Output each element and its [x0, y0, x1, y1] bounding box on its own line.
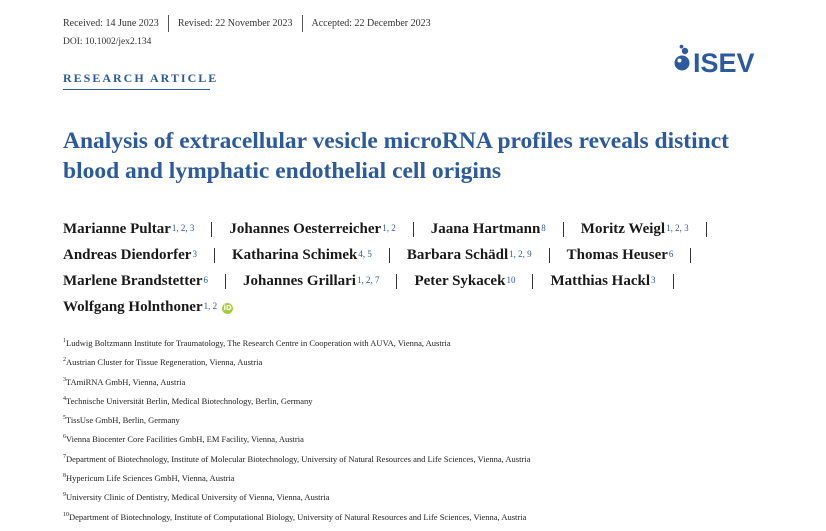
author-separator: [389, 248, 390, 263]
affiliation-marker[interactable]: 6: [203, 274, 209, 285]
affiliation-item: $^8$Hypericum Life Sciences GmbH, Vienna, Austria: [63, 472, 235, 483]
divider: [168, 15, 169, 32]
affiliation-item: $^{10}$Department of Biotechnology, Institute of Computational Biology, University of Natural Resources and Life Sciences, Vienna, Austria: [63, 511, 527, 522]
affiliation-item: $^2$Austrian Cluster for Tissue Regeneration, Vienna, Austria: [63, 357, 263, 368]
affiliation-marker[interactable]: 1, 2: [382, 222, 396, 233]
author-name[interactable]: Jaana Hartmann $^8$: [430, 220, 546, 237]
author-separator: [396, 274, 397, 289]
affiliation-marker[interactable]: 10: [506, 274, 516, 285]
affiliation-marker[interactable]: 8: [541, 222, 546, 233]
author-separator: [532, 274, 533, 289]
author-line: [63, 268, 763, 294]
author-line: [63, 242, 763, 268]
affiliation-item: $^1$Ludwig Boltzmann Institute for Traumatology, The Research Centre in Cooperation with AUVA, Vienna, Austria: [63, 337, 451, 348]
author-separator: [673, 274, 674, 289]
author-separator: [413, 222, 414, 237]
author-name[interactable]: Moritz Weigl $^{1, 2, 3}$: [580, 220, 689, 237]
author-name[interactable]: Andreas Diendorfer $^3$: [63, 246, 197, 263]
author-line: [63, 216, 763, 242]
author-name[interactable]: Marianne Pultar $^{1, 2, 3}$: [63, 220, 195, 237]
author-line: [63, 294, 763, 320]
author-separator: [214, 248, 215, 263]
author-name[interactable]: Peter Sykacek $^{10}$: [414, 272, 516, 289]
affiliation-item: $^7$Department of Biotechnology, Institute of Molecular Biotechnology, University of Natural Resources and Life Sciences, Vienna, Austria: [63, 453, 531, 464]
divider: [302, 15, 303, 32]
article-type-label: RESEARCH ARTICLE: [63, 71, 219, 85]
affiliation-marker[interactable]: 1, 2, 7: [356, 274, 380, 285]
orcid-icon[interactable]: iD: [223, 303, 232, 312]
accepted-date: Accepted: 22 December 2023: [311, 18, 431, 29]
affiliation-list: [63, 335, 530, 528]
affiliation-item: $^3$TAmiRNA GmbH, Vienna, Austria: [63, 376, 186, 387]
affiliation-marker[interactable]: 1, 2, 3: [666, 222, 689, 233]
affiliation-item: $^5$TissUse GmbH, Berlin, Germany: [63, 415, 180, 426]
affiliation-marker[interactable]: 6: [668, 248, 674, 259]
author-separator: [211, 222, 212, 237]
author-name[interactable]: Katharina Schimek $^{4, 5}$: [231, 246, 372, 263]
affiliation-marker[interactable]: 1, 2, 3: [171, 222, 195, 233]
received-date: Received: 14 June 2023: [63, 18, 159, 29]
isev-logo: [670, 44, 764, 76]
author-list: [63, 216, 763, 320]
affiliation-item: $^4$Technische Universität Berlin, Medical Biotechnology, Berlin, Germany: [63, 395, 313, 406]
affiliation-item: $^9$University Clinic of Dentistry, Medical University of Vienna, Vienna, Austria: [63, 492, 330, 503]
author-separator: [563, 222, 564, 237]
affiliation-marker[interactable]: 4, 5: [358, 248, 372, 259]
author-name[interactable]: Johannes Grillari $^{1, 2, 7}$: [243, 272, 380, 289]
affiliation-item: $^6$Vienna Biocenter Core Facilities GmbH, EM Facility, Vienna, Austria: [63, 434, 304, 445]
publication-dates: [63, 15, 431, 32]
author-name[interactable]: Johannes Oesterreicher $^{1, 2}$: [229, 220, 396, 237]
affiliation-marker[interactable]: 3: [192, 248, 197, 259]
author-separator: [690, 248, 691, 263]
author-name[interactable]: Wolfgang Holnthoner $^{1, 2}$: [63, 298, 218, 315]
affiliation-marker[interactable]: 1, 2: [203, 300, 218, 311]
author-separator: [706, 222, 707, 237]
author-name[interactable]: Thomas Heuser $^6$: [566, 246, 674, 263]
author-name[interactable]: Barbara Schädl $^{1, 2, 9}$: [406, 246, 532, 263]
revised-date: Revised: 22 November 2023: [177, 18, 293, 29]
author-separator: [549, 248, 550, 263]
affiliation-marker[interactable]: 1, 2, 9: [509, 248, 532, 259]
author-separator: [225, 274, 226, 289]
doi-link[interactable]: DOI: 10.1002/jex2.134: [63, 37, 152, 47]
author-name[interactable]: Marlene Brandstetter $^6$: [63, 272, 209, 289]
author-name[interactable]: Matthias Hackl $^3$: [550, 272, 656, 289]
article-type-underline: [63, 89, 210, 90]
logo-text: ISEV: [693, 48, 755, 76]
article-title: Analysis of extracellular vesicle microRNA profiles reveals distinct blood and lymphatic endothelial cell origins: [63, 128, 729, 184]
affiliation-marker[interactable]: 3: [651, 274, 656, 285]
